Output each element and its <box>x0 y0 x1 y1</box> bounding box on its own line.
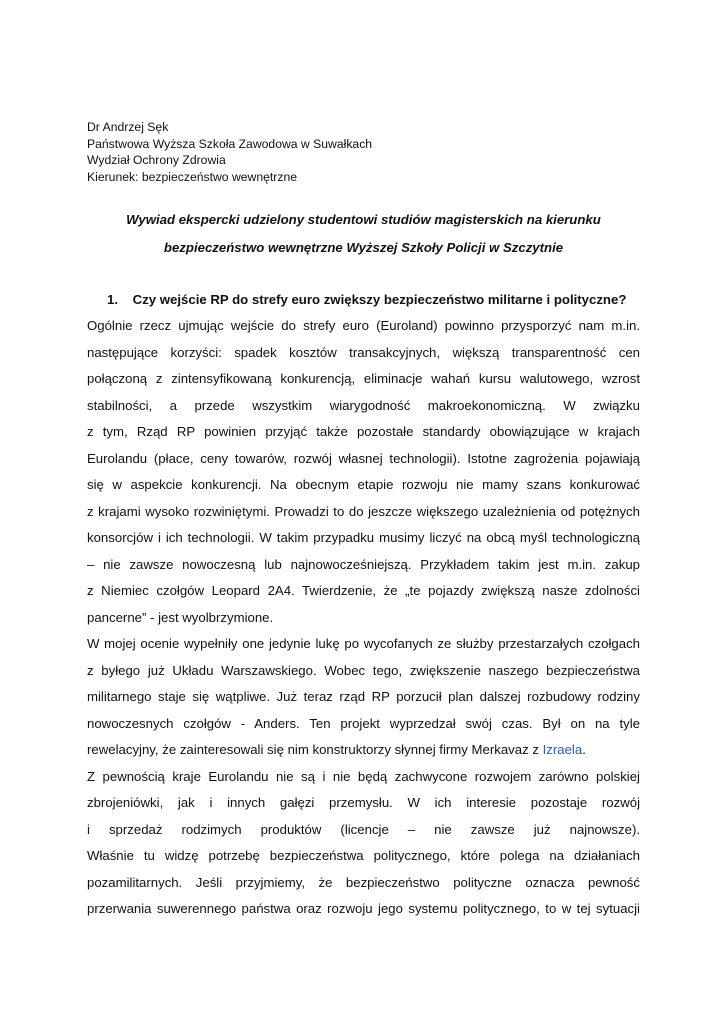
text-line: z krajami wysoko rozwiniętymi. Prowadzi to do jeszcze większego uzależnienia od potężnych <box>87 503 640 519</box>
text-line: konsorcjów i ich technologii. W takim przypadku musimy liczyć na obcą myśl technologiczną <box>87 530 640 545</box>
paragraph-1 <box>87 316 640 634</box>
author-header <box>87 119 372 185</box>
paragraph-3 <box>87 767 640 926</box>
title-line-1: Wywiad ekspercki udzielony studentowi studiów magisterskich na kierunku <box>126 212 601 227</box>
question-text: Czy wejście RP do strefy euro zwiększy bezpieczeństwo militarne i polityczne? <box>132 292 627 307</box>
text-line: Eurolandu (płace, ceny towarów, rozwój własnej technologii). Istotne zagrożenia pojawiają <box>87 450 640 466</box>
text-line: z tym, Rząd RP powinien przyjąć także pozostałe standardy obowiązujące w krajach <box>87 424 640 439</box>
text-line: połączoną z zintensyfikowaną konkurencją, eliminacje wahań kursu walutowego, wzrost <box>87 371 640 386</box>
text-line: pozamilitarnych. Jeśli przyjmiemy, że bezpieczeństwo polityczne oznacza pewność <box>87 874 640 890</box>
text-line: z Niemiec czołgów Leopard 2A4. Twierdzenie, że „te pojazdy zwiększą nasze zdolności <box>87 583 640 598</box>
text-line: militarnego staje się wątpliwe. Już teraz rząd RP porzucił plan dalszej rozbudowy rodziny <box>87 689 640 704</box>
israel-link[interactable]: Izraela <box>542 742 583 757</box>
faculty-name: Wydział Ochrony Zdrowia <box>87 153 226 167</box>
text-line-with-link <box>87 740 640 767</box>
text-line: stabilności, a przede wszystkim wiarygodność makroekonomiczną. W związku <box>87 397 640 413</box>
document-body <box>87 316 640 926</box>
text-line: przerwania suwerennego państwa oraz rozwoju jego systemu politycznego, to w tej sytuacji <box>87 901 640 916</box>
paragraph-2 <box>87 634 640 767</box>
text-line-segment: . <box>582 742 586 757</box>
text-line: nowoczesnych czołgów - Anders. Ten projekt wyprzedzał swój czas. Był on na tyle <box>87 715 640 731</box>
text-line: – nie zawsze nowoczesną lub najnowocześniejszą. Przykładem takim jest m.in. zakup <box>87 556 640 572</box>
text-line: Z pewnością kraje Eurolandu nie są i nie będą zachwycone rozwojem zarówno polskiej <box>87 768 640 784</box>
question-number: 1. <box>107 292 118 307</box>
text-line-segment: rewelacyjny, że zainteresowali się nim konstruktorzy słynnej firmy Merkavaz z <box>87 742 543 757</box>
text-line: pancerne” - jest wyolbrzymione. <box>87 609 274 625</box>
text-line: Właśnie tu widzę potrzebę bezpieczeństwa politycznego, które polega na działaniach <box>87 848 640 863</box>
author-name: Dr Andrzej Sęk <box>87 120 169 134</box>
text-line: zbrojeniówki, jak i innych gałęzi przemysłu. W ich interesie pozostaje rozwój <box>87 795 640 810</box>
question-heading <box>87 290 640 310</box>
text-line: Ogólnie rzecz ujmując wejście do strefy euro (Euroland) powinno przysporzyć nam m.in. <box>87 318 640 333</box>
institution-name: Państwowa Wyższa Szkoła Zawodowa w Suwałkach <box>87 136 373 151</box>
text-line: W mojej ocenie wypełniły one jedynie lukę po wycofanych ze służby przestarzałych czołgach <box>87 636 640 651</box>
text-line: i sprzedaż rodzimych produktów (licencje – nie zawsze już najnowsze). <box>87 821 640 837</box>
field-of-study: Kierunek: bezpieczeństwo wewnętrzne <box>87 169 298 184</box>
text-line: z byłego już Układu Warszawskiego. Wobec tego, zwiększenie naszego bezpieczeństwa <box>87 662 640 678</box>
text-line: się w aspekcie konkurencji. Na obecnym etapie rozwoju nie mamy szans konkurować <box>87 477 640 492</box>
title-line-2: bezpieczeństwo wewnętrzne Wyższej Szkoły Policji w Szczytnie <box>163 240 564 255</box>
document-title <box>87 206 640 262</box>
text-line: następujące korzyści: spadek kosztów transakcyjnych, większą transparentność cen <box>87 344 640 360</box>
